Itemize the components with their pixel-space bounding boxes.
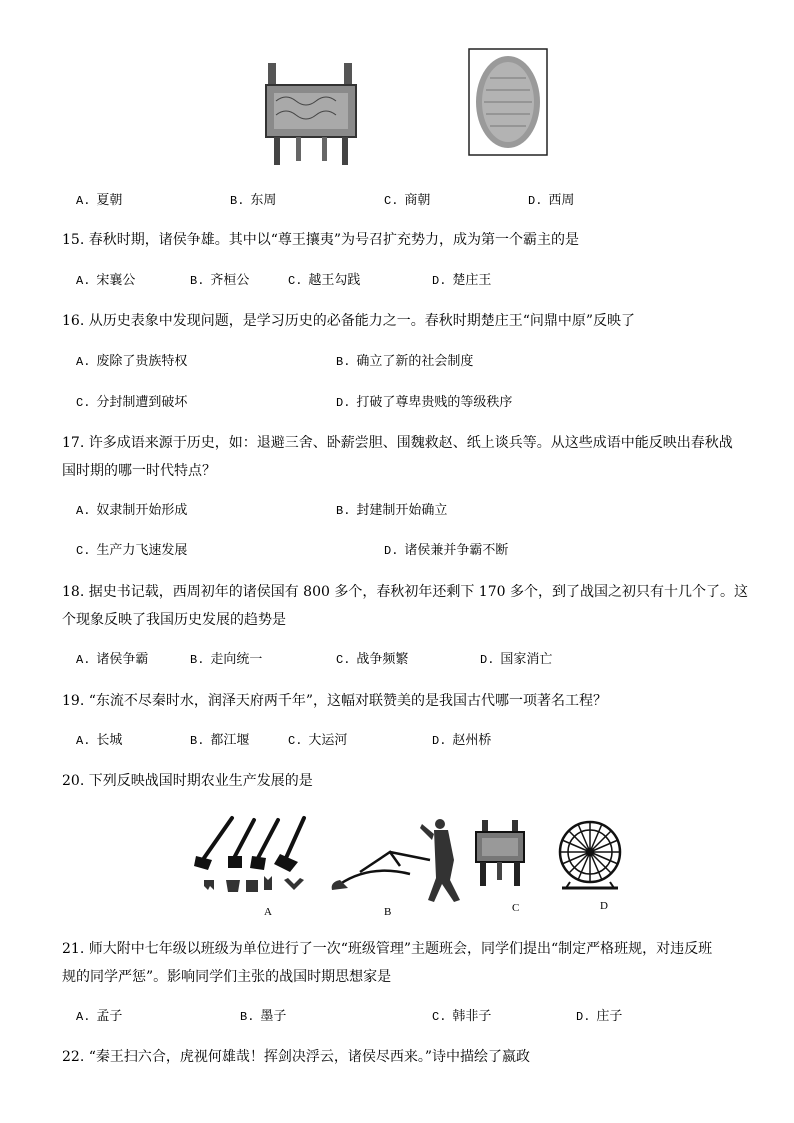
q21-option-a[interactable]: A. 孟子 [76,1009,123,1024]
q18-stem-line1: 18. 据史书记载，西周初年的诸侯国有 800 多个，春秋初年还剩下 170 多个，到了战国之初只有十几个了。这 [62,584,748,600]
q16-option-b[interactable]: B. 确立了新的社会制度 [336,354,474,369]
q15-option-d[interactable]: D. 楚庄王 [432,273,492,288]
q18-stem-line2: 个现象反映了我国历史发展的趋势是 [62,612,286,628]
q19-stem: 19. “东流不尽秦时水，润泽天府两千年”，这幅对联赞美的是我国古代哪一项著名工程？ [62,693,608,709]
figure-label-b: B [384,906,392,918]
q19-option-c[interactable]: C. 大运河 [288,733,348,748]
q18-option-b[interactable]: B. 走向统一 [190,652,263,667]
q18-option-a[interactable]: A. 诸侯争霸 [76,652,149,667]
q14-option-c[interactable]: C. 商朝 [384,193,431,208]
q16-stem: 16. 从历史表象中发现问题，是学习历史的必备能力之一。春秋时期楚庄王“问鼎中原”反映了 [62,313,636,329]
q17-option-b[interactable]: B. 封建制开始确立 [336,503,448,518]
q14-option-a[interactable]: A. 夏朝 [76,193,123,208]
q21-option-b[interactable]: B. 墨子 [240,1009,287,1024]
q15-option-c[interactable]: C. 越王勾践 [288,273,361,288]
figure-a-iron-tools-icon [204,818,304,858]
q16-option-a[interactable]: A. 废除了贵族特权 [76,354,188,369]
q21-stem-line2: 规的同学严惩”。影响同学们主张的战国时期思想家是 [62,969,392,985]
figure-label-c: C [512,902,520,914]
q22-stem: 22. “秦王扫六合，虎视何雄哉！挥剑决浮云，诸侯尽西来。”诗中描绘了嬴政 [62,1049,531,1065]
figure-label-d: D [600,900,608,912]
q16-option-d[interactable]: D. 打破了尊卑贵贱的等级秩序 [336,395,513,410]
figure-b-plough-icon [340,852,430,884]
q18-option-c[interactable]: C. 战争频繁 [336,652,409,667]
q19-option-a[interactable]: A. 长城 [76,733,123,748]
figure-c-bronze-ding-icon [476,820,524,886]
figure-label-a: A [264,906,272,918]
figure-d-water-wheel-icon [560,822,620,888]
q15-stem: 15. 春秋时期，诸侯争雄。其中以“尊王攘夷”为号召扩充势力，成为第一个霸主的是 [62,232,580,248]
bronze-ding-image [262,55,360,169]
q21-option-c[interactable]: C. 韩非子 [432,1009,492,1024]
q17-stem-line1: 17. 许多成语来源于历史，如：退避三舍、卧薪尝胆、围魏救赵、纸上谈兵等。从这些成语中能反映出春秋战 [62,435,733,451]
inscription-rubbing-image [468,48,548,156]
q16-option-c[interactable]: C. 分封制遭到破坏 [76,395,188,410]
q15-option-b[interactable]: B. 齐桓公 [190,273,250,288]
q17-option-a[interactable]: A. 奴隶制开始形成 [76,503,188,518]
q20-figure [190,814,630,920]
q14-option-b[interactable]: B. 东周 [230,193,277,208]
q18-option-d[interactable]: D. 国家消亡 [480,652,553,667]
q19-option-b[interactable]: B. 都江堰 [190,733,250,748]
q21-option-d[interactable]: D. 庄子 [576,1009,623,1024]
q14-option-d[interactable]: D. 西周 [528,193,575,208]
q17-option-c[interactable]: C. 生产力飞速发展 [76,543,188,558]
q19-option-d[interactable]: D. 赵州桥 [432,733,492,748]
q17-option-d[interactable]: D. 诸侯兼并争霸不断 [384,543,509,558]
q21-stem-line1: 21. 师大附中七年级以班级为单位进行了一次“班级管理”主题班会，同学们提出“制定严格班规，对违反班 [62,941,713,957]
q15-option-a[interactable]: A. 宋襄公 [76,273,136,288]
q20-stem: 20. 下列反映战国时期农业生产发展的是 [62,773,313,789]
q17-stem-line2: 国时期的哪一时代特点？ [62,463,216,479]
